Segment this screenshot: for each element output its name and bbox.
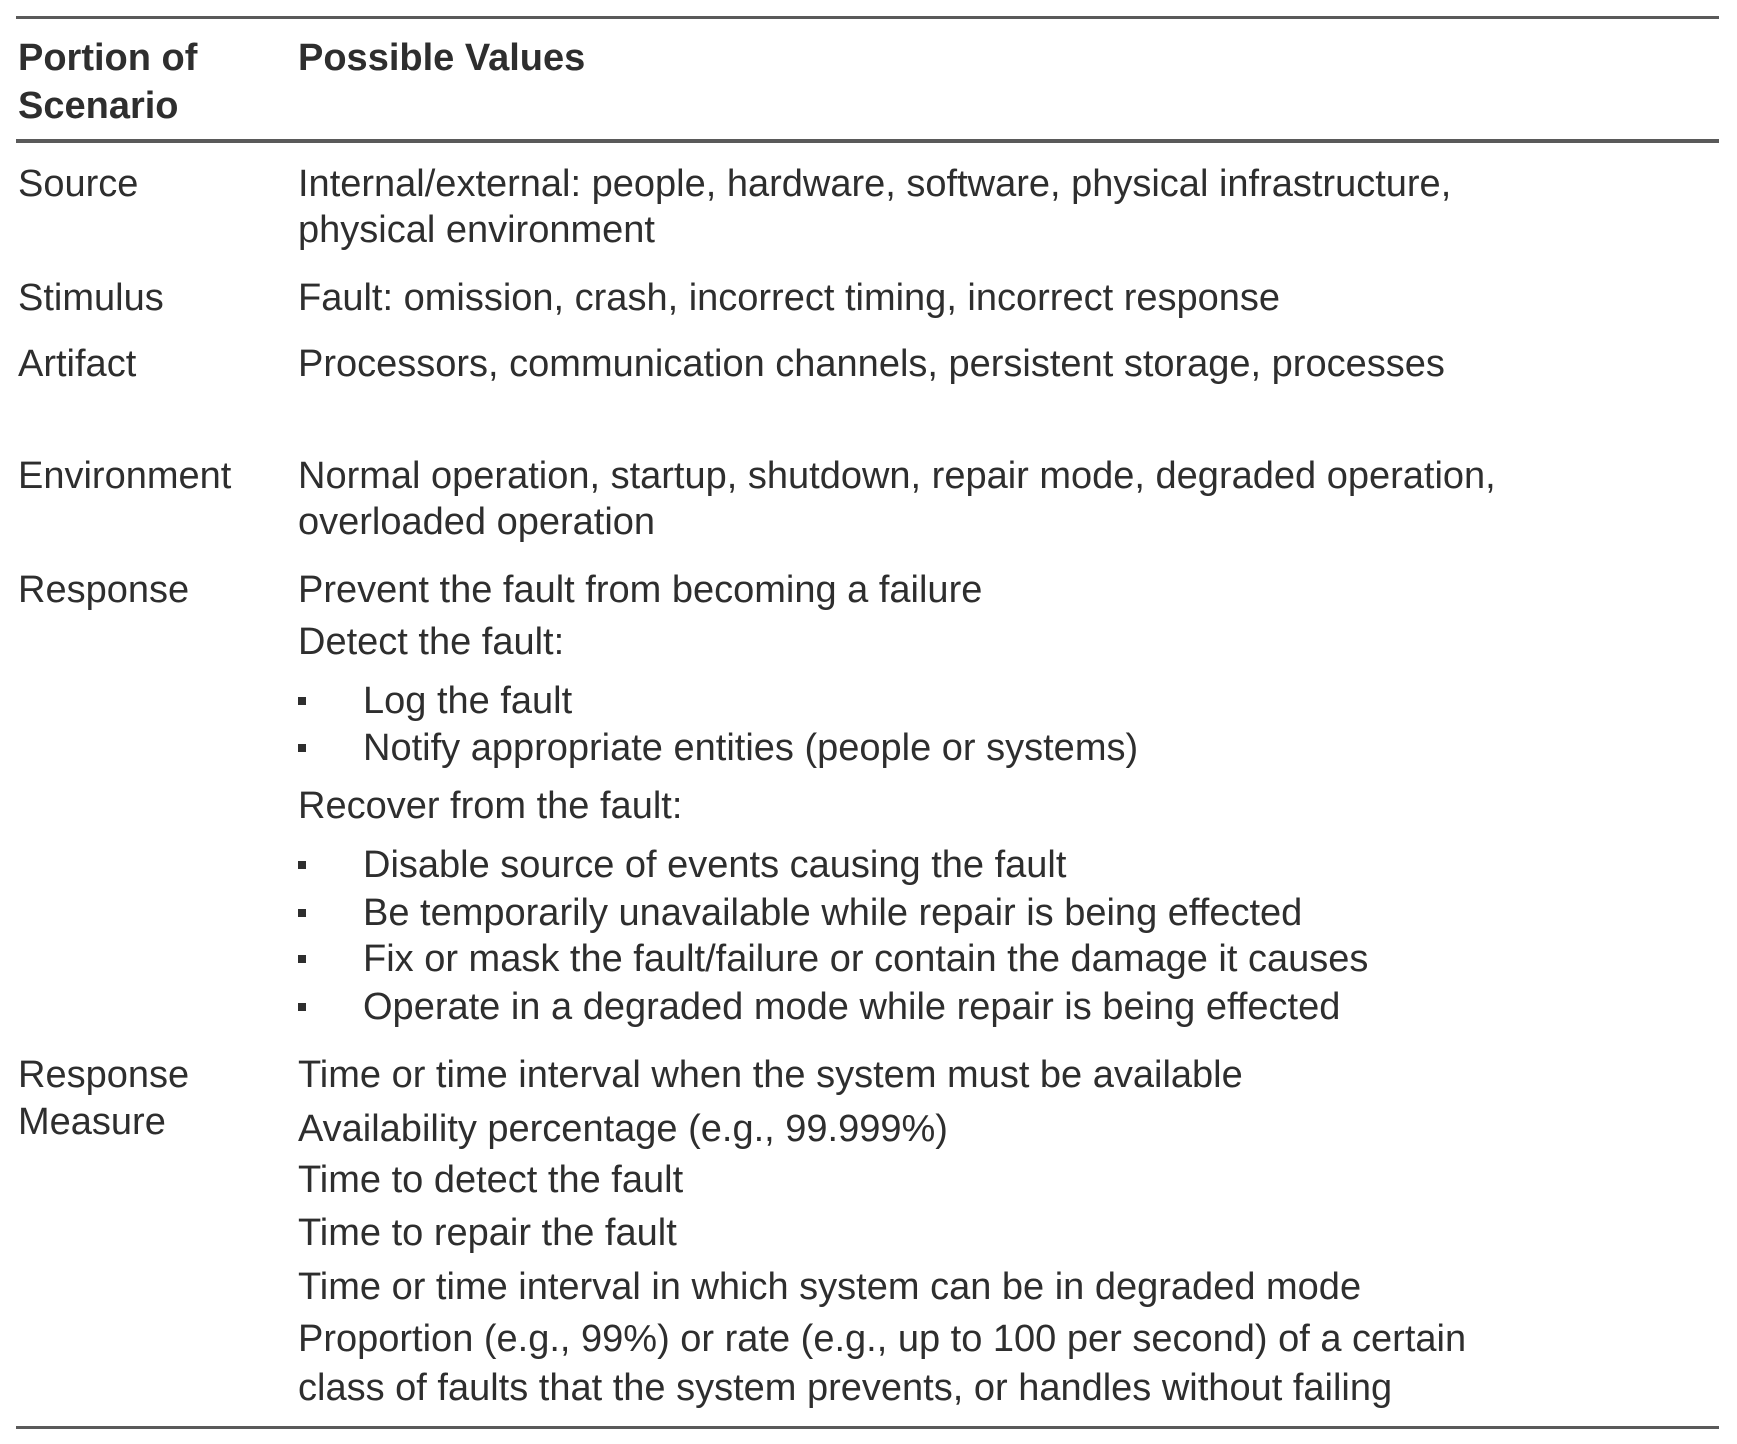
bullet-icon — [298, 861, 306, 869]
environment-value: Normal operation, startup, shutdown, repair mode, degraded operation, — [298, 455, 1496, 497]
bullet-icon — [298, 909, 306, 917]
response-intro: Prevent the fault from becoming a failure — [298, 569, 983, 611]
bullet-icon — [298, 955, 306, 963]
row-label-response-measure: Response — [18, 1054, 190, 1096]
measure-value: Time or time interval when the system must be available — [298, 1054, 1243, 1096]
row-label-source: Source — [18, 163, 139, 205]
environment-value: overloaded operation — [298, 501, 656, 543]
detect-item: Log the fault — [363, 680, 573, 722]
response-detect: Detect the fault: — [298, 621, 565, 663]
stimulus-value: Fault: omission, crash, incorrect timing, incorrect response — [298, 277, 1281, 319]
recover-item: Be temporarily unavailable while repair is being effected — [363, 892, 1303, 934]
recover-item: Fix or mask the fault/failure or contain the damage it causes — [363, 938, 1369, 980]
top-rule — [16, 16, 1719, 19]
row-label-response-measure: Measure — [18, 1101, 166, 1143]
bottom-rule — [16, 1426, 1719, 1429]
detect-item: Notify appropriate entities (people or systems) — [363, 727, 1139, 769]
recover-item: Operate in a degraded mode while repair is being effected — [363, 986, 1341, 1028]
row-label-artifact: Artifact — [18, 343, 137, 385]
bullet-icon — [298, 744, 306, 752]
row-label-response: Response — [18, 569, 190, 611]
recover-item: Disable source of events causing the fault — [363, 844, 1067, 886]
bullet-icon — [298, 1003, 306, 1011]
header-col2: Possible Values — [298, 37, 586, 79]
measure-value: Time or time interval in which system can be in degraded mode — [298, 1266, 1362, 1308]
header-col1-line2: Scenario — [18, 85, 179, 127]
artifact-value: Processors, communication channels, persistent storage, processes — [298, 343, 1445, 385]
measure-value: Time to detect the fault — [298, 1159, 684, 1201]
response-recover: Recover from the fault: — [298, 785, 683, 827]
source-value: Internal/external: people, hardware, software, physical infrastructure, — [298, 163, 1452, 205]
header-col1-line1: Portion of — [18, 37, 198, 79]
measure-value: Availability percentage (e.g., 99.999%) — [298, 1108, 948, 1150]
source-value: physical environment — [298, 209, 655, 251]
row-label-stimulus: Stimulus — [18, 277, 164, 319]
row-label-environment: Environment — [18, 455, 232, 497]
header-rule — [16, 139, 1719, 143]
measure-value: Time to repair the fault — [298, 1212, 677, 1254]
measure-value: class of faults that the system prevents, or handles without failing — [298, 1367, 1393, 1409]
measure-value: Proportion (e.g., 99%) or rate (e.g., up to 100 per second) of a certain — [298, 1318, 1467, 1360]
bullet-icon — [298, 697, 306, 705]
